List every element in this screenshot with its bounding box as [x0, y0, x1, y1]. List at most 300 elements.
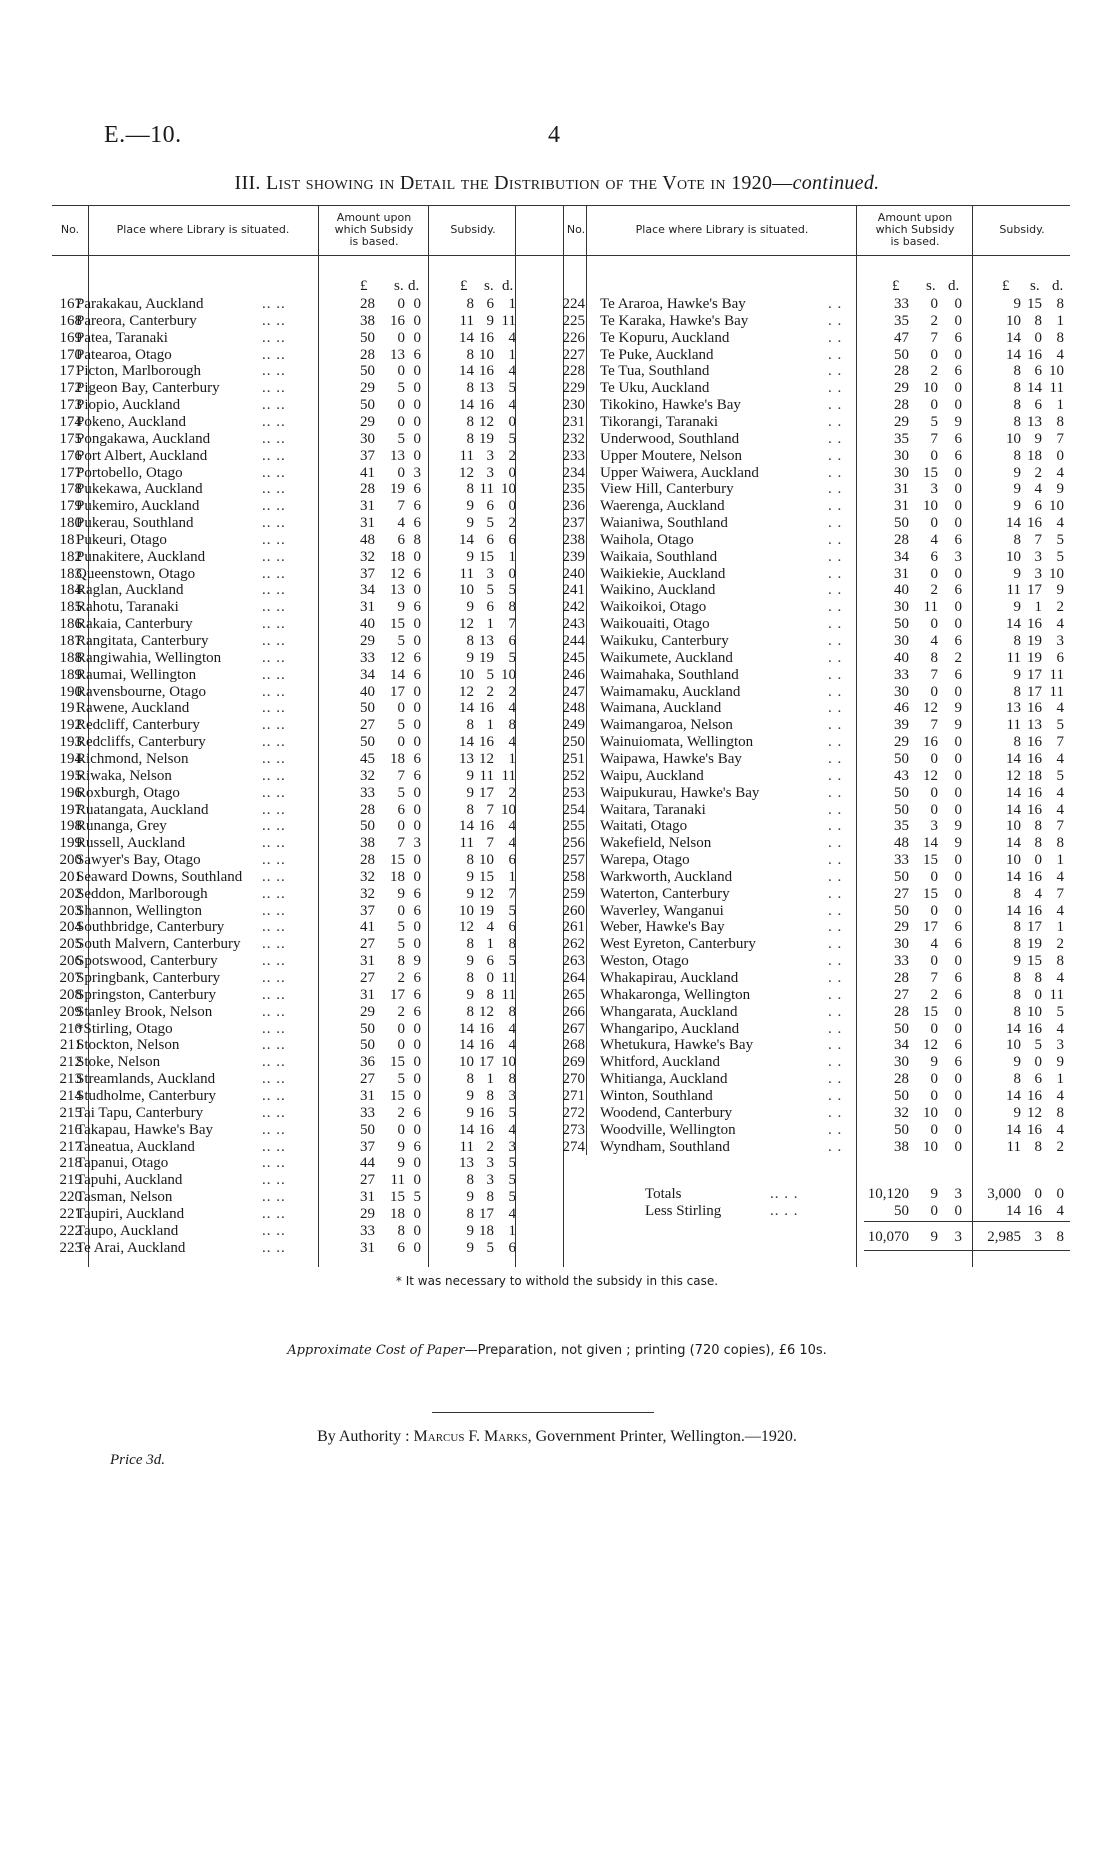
unit-pound-1: £: [460, 278, 468, 294]
place-name: Pukekawa, Auckland: [76, 481, 203, 498]
subsidy-pence: 4: [508, 1121, 516, 1138]
amount-pounds: 30: [894, 683, 909, 700]
subsidy-pence: 11: [1049, 380, 1064, 397]
amount-pence: 0: [413, 329, 421, 346]
subsidy-pence: 11: [501, 970, 516, 986]
leader-dots: .. ..: [262, 464, 286, 481]
subsidy-pence: 11: [501, 312, 516, 329]
amount-pence: 0: [413, 296, 421, 312]
amount-shillings: 9: [930, 1054, 938, 1071]
place-name: Upper Moutere, Nelson: [600, 447, 743, 464]
subsidy-pounds: 8: [1013, 919, 1021, 936]
amount-shillings: 0: [397, 413, 405, 430]
place-name: Shannon, Wellington: [76, 902, 203, 919]
amount-pounds: 29: [360, 633, 375, 649]
leader-dots: .. ..: [262, 767, 286, 784]
place-name: Pukerau, Southland: [76, 515, 194, 532]
amount-pence: 0: [954, 902, 962, 919]
row-number: 263: [562, 953, 585, 970]
place-name: Waipu, Auckland: [600, 767, 704, 784]
subsidy-pence: 4: [1056, 784, 1064, 801]
leader-dots: .. ..: [262, 986, 286, 1003]
place-name: Waimahaka, Southland: [600, 666, 739, 683]
subsidy-pence: 1: [508, 868, 516, 885]
row-number: 269: [562, 1054, 585, 1071]
place-name: Ruatangata, Auckland: [76, 801, 209, 818]
amount-pounds: 29: [894, 413, 909, 430]
place-name: Takapau, Hawke's Bay: [76, 1121, 214, 1138]
subsidy-pence: 6: [1056, 649, 1064, 666]
amount-header-2-line2: which Subsidy: [875, 223, 955, 236]
subsidy-pounds: 14: [459, 363, 474, 380]
place-name: Te Tua, Southland: [600, 363, 710, 380]
leader-dots: . .: [828, 633, 843, 649]
place-name: Taupo, Auckland: [76, 1222, 179, 1239]
amount-pounds: 33: [360, 649, 375, 666]
subsidy-pounds: 11: [1006, 582, 1021, 599]
amount-pence: 0: [954, 515, 962, 532]
amount-pence: 0: [954, 784, 962, 801]
amount-pounds: 50: [894, 750, 909, 767]
leader-dots: . .: [828, 734, 843, 751]
amount-pence: 6: [413, 1003, 421, 1020]
amount-pence: 0: [954, 616, 962, 633]
subsidy-pounds: 14: [1006, 515, 1021, 532]
amount-shillings: 3: [930, 481, 938, 498]
subsidy-pence: 4: [1056, 801, 1064, 818]
amount-pence: 0: [413, 1155, 421, 1172]
place-name: Rahotu, Taranaki: [76, 599, 179, 616]
amount-shillings: 7: [930, 329, 938, 346]
amount-shillings: 5: [930, 413, 938, 430]
amount-shillings: 2: [397, 970, 405, 986]
place-name: Te Karaka, Hawke's Bay: [600, 312, 749, 329]
row-number: 250: [562, 734, 585, 751]
subsidy-pounds: 12: [459, 616, 474, 633]
row-number: 243: [562, 616, 585, 633]
subsidy-pounds: 14: [1006, 1121, 1021, 1138]
row-number: 190: [59, 683, 82, 700]
row-number: 240: [562, 565, 585, 582]
total-amount-pence: 3: [954, 1229, 962, 1245]
amount-pence: 0: [954, 380, 962, 397]
amount-pounds: 31: [360, 1239, 375, 1256]
subsidy-shillings: 6: [1034, 498, 1042, 515]
row-number: 178: [59, 481, 82, 498]
amount-pounds: 30: [894, 447, 909, 464]
totals-label: Totals: [645, 1186, 682, 1202]
leader-dots: .. ..: [262, 1104, 286, 1121]
subsidy-shillings: 19: [1027, 633, 1042, 649]
row-number: 206: [59, 953, 82, 970]
subsidy-pounds: 10: [459, 666, 474, 683]
place-name: Waianiwa, Southland: [600, 515, 728, 532]
amount-pounds: 33: [894, 666, 909, 683]
subsidy-pounds: 8: [466, 1071, 474, 1088]
amount-pence: 0: [413, 430, 421, 447]
row-number: 225: [562, 312, 585, 329]
leader-dots: . .: [828, 531, 843, 548]
subsidy-pounds: 8: [466, 296, 474, 312]
leader-dots: .. ..: [262, 413, 286, 430]
total-amount-shillings: 9: [930, 1229, 938, 1245]
subsidy-pence: 6: [508, 531, 516, 548]
footnote: * It was necessary to withold the subsidy in this case.: [395, 1274, 719, 1288]
row-number: 209: [59, 1003, 82, 1020]
subsidy-pence: 2: [508, 515, 516, 532]
place-name: Redcliffs, Canterbury: [76, 734, 206, 751]
row-number: 196: [59, 784, 82, 801]
amount-pence: 0: [413, 784, 421, 801]
leader-dots: .. ..: [262, 970, 286, 986]
amount-pence: 0: [954, 346, 962, 363]
subsidy-pounds: 8: [1013, 936, 1021, 953]
amount-shillings: 0: [397, 464, 405, 481]
total-amount-shillings: 9: [930, 1186, 938, 1202]
amount-pounds: 37: [360, 1138, 375, 1155]
amount-pence: 0: [413, 633, 421, 649]
subsidy-shillings: 18: [1027, 767, 1042, 784]
place-name: Picton, Marlborough: [76, 363, 201, 380]
amount-pounds: 32: [360, 868, 375, 885]
place-name: Tapuhi, Auckland: [76, 1172, 183, 1189]
row-number: 213: [59, 1071, 82, 1088]
subsidy-shillings: 13: [1027, 717, 1042, 734]
place-name: Waterton, Canterbury: [600, 885, 730, 902]
place-name: Upper Waiwera, Auckland: [600, 464, 759, 481]
amount-shillings: 15: [390, 1054, 405, 1071]
subsidy-shillings: 16: [479, 363, 494, 380]
subsidy-shillings: 5: [486, 1239, 494, 1256]
subsidy-pence: 1: [1056, 852, 1064, 869]
place-name: Winton, Southland: [600, 1087, 713, 1104]
row-number: 254: [562, 801, 585, 818]
subsidy-pounds: 11: [459, 1138, 474, 1155]
amount-shillings: 15: [390, 1189, 405, 1206]
subsidy-pounds: 8: [466, 852, 474, 869]
row-number: 267: [562, 1020, 585, 1037]
subsidy-pence: 6: [508, 1239, 516, 1256]
subsidy-shillings: 0: [1034, 329, 1042, 346]
leader-dots: .. ..: [262, 835, 286, 852]
amount-pounds: 35: [894, 818, 909, 835]
amount-shillings: 0: [930, 953, 938, 970]
leader-dots: . .: [828, 430, 843, 447]
row-number: 175: [59, 430, 82, 447]
amount-pence: 0: [954, 852, 962, 869]
row-number: 244: [562, 633, 585, 649]
subsidy-shillings: 12: [479, 885, 494, 902]
amount-shillings: 6: [397, 1239, 405, 1256]
amount-pence: 0: [413, 616, 421, 633]
leader-dots: . .: [828, 970, 843, 986]
amount-shillings: 14: [923, 835, 938, 852]
amount-pounds: 50: [894, 346, 909, 363]
row-number: 202: [59, 885, 82, 902]
place-name: Punakitere, Auckland: [76, 548, 206, 565]
amount-pence: 6: [413, 666, 421, 683]
amount-pounds: 31: [360, 515, 375, 532]
row-number: 219: [59, 1172, 82, 1189]
amount-pence: 0: [954, 296, 962, 312]
leader-dots: . .: [828, 447, 843, 464]
subsidy-pence: 4: [1056, 902, 1064, 919]
unit-pound-2: £: [892, 278, 900, 294]
subsidy-pounds: 10: [459, 582, 474, 599]
subsidy-pence: 5: [508, 1189, 516, 1206]
subsidy-shillings: 9: [486, 312, 494, 329]
subsidy-shillings: 4: [1034, 885, 1042, 902]
amount-pounds: 31: [894, 498, 909, 515]
subsidy-shillings: 4: [486, 919, 494, 936]
amount-pence: 6: [954, 430, 962, 447]
amount-pence: 0: [413, 1239, 421, 1256]
amount-shillings: 14: [390, 666, 405, 683]
place-name: Studholme, Canterbury: [76, 1087, 216, 1104]
subsidy-pence: 1: [1056, 397, 1064, 414]
amount-pence: 6: [413, 1138, 421, 1155]
place-name: Rangiwahia, Wellington: [76, 649, 222, 666]
amount-shillings: 0: [930, 784, 938, 801]
subsidy-shillings: 19: [1027, 936, 1042, 953]
amount-shillings: 0: [930, 868, 938, 885]
amount-pence: 0: [413, 1037, 421, 1054]
subsidy-pence: 5: [508, 1104, 516, 1121]
subsidy-pounds: 11: [1006, 717, 1021, 734]
subsidy-pounds: 12: [459, 919, 474, 936]
amount-shillings: 7: [397, 835, 405, 852]
place-name: Riwaka, Nelson: [76, 767, 172, 784]
amount-shillings: 8: [930, 649, 938, 666]
subsidy-pence: 8: [508, 1071, 516, 1088]
amount-pence: 0: [954, 1003, 962, 1020]
row-number: 272: [562, 1104, 585, 1121]
amount-pence: 0: [954, 1071, 962, 1088]
subsidy-pence: 2: [508, 784, 516, 801]
subsidy-pence: 8: [1056, 413, 1064, 430]
amount-pounds: 33: [894, 953, 909, 970]
place-name: Stockton, Nelson: [76, 1037, 180, 1054]
cost-label: Approximate Cost of Paper: [287, 1343, 465, 1358]
subsidy-pence: 0: [508, 464, 516, 481]
subsidy-pence: 5: [1056, 717, 1064, 734]
subsidy-pounds: 9: [466, 649, 474, 666]
place-name: Stanley Brook, Nelson: [76, 1003, 213, 1020]
amount-pounds: 34: [360, 582, 375, 599]
amount-pounds: 50: [894, 1020, 909, 1037]
subsidy-shillings: 12: [1027, 1104, 1042, 1121]
amount-shillings: 5: [397, 936, 405, 953]
subsidy-pounds: 14: [1006, 1020, 1021, 1037]
amount-shillings: 4: [930, 633, 938, 649]
amount-pence: 6: [954, 970, 962, 986]
title-main: III. List showing in Detail the Distribution of the Vote in 1920—: [234, 172, 793, 194]
subsidy-shillings: 0: [1034, 986, 1042, 1003]
leader-dots: . .: [828, 1037, 843, 1054]
subsidy-pounds: 14: [459, 329, 474, 346]
unit-shillings-0: s.: [394, 278, 404, 294]
leader-dots: .. ..: [262, 1172, 286, 1189]
amount-pounds: 50: [894, 801, 909, 818]
leader-dots: .. ..: [262, 953, 286, 970]
row-number: 188: [59, 649, 82, 666]
leader-dots: . .: [828, 363, 843, 380]
row-number: 271: [562, 1087, 585, 1104]
place-name: Rangitata, Canterbury: [76, 633, 209, 649]
row-number: 224: [562, 296, 585, 312]
amount-pounds: 31: [360, 1189, 375, 1206]
total-amount-pence: 0: [954, 1203, 962, 1219]
leader-dots: .. ..: [262, 397, 286, 414]
row-number: 259: [562, 885, 585, 902]
subsidy-pence: 7: [1056, 430, 1064, 447]
row-number: 191: [59, 700, 82, 717]
place-name: Stoke, Nelson: [76, 1054, 161, 1071]
amount-shillings: 10: [923, 380, 938, 397]
subsidy-pounds: 8: [466, 413, 474, 430]
subsidy-pounds: 8: [466, 970, 474, 986]
amount-pence: 0: [413, 1121, 421, 1138]
place-name: Waipawa, Hawke's Bay: [600, 750, 742, 767]
amount-pence: 0: [413, 868, 421, 885]
table-top-rule: [52, 205, 1070, 206]
subsidy-pence: 0: [508, 413, 516, 430]
amount-pence: 0: [413, 700, 421, 717]
amount-pence: 0: [954, 750, 962, 767]
table-header-rule: [52, 255, 1070, 256]
subsidy-pounds: 8: [1013, 734, 1021, 751]
subsidy-pounds: 14: [1006, 616, 1021, 633]
subsidy-pounds: 8: [466, 1205, 474, 1222]
amount-shillings: 0: [930, 565, 938, 582]
amount-pounds: 50: [360, 734, 375, 751]
subsidy-pence: 8: [508, 599, 516, 616]
amount-pence: 2: [954, 649, 962, 666]
subsidy-shillings: 2: [1034, 464, 1042, 481]
row-number: 214: [59, 1087, 82, 1104]
place-name: Waverley, Wanganui: [600, 902, 724, 919]
amount-pence: 6: [413, 481, 421, 498]
amount-shillings: 6: [397, 801, 405, 818]
row-number: 220: [59, 1189, 82, 1206]
amount-shillings: 12: [923, 767, 938, 784]
subsidy-pence: 5: [508, 582, 516, 599]
subsidy-shillings: 16: [1027, 700, 1042, 717]
leader-dots: . .: [828, 953, 843, 970]
subsidy-pounds: 9: [466, 1087, 474, 1104]
amount-pence: 6: [413, 750, 421, 767]
subsidy-pence: 1: [508, 750, 516, 767]
amount-shillings: 8: [397, 1222, 405, 1239]
row-number: 270: [562, 1071, 585, 1088]
place-name: Seaward Downs, Southland: [76, 868, 243, 885]
subsidy-pounds: 9: [466, 599, 474, 616]
subsidy-pounds: 8: [1013, 531, 1021, 548]
amount-pence: 0: [413, 447, 421, 464]
leader-dots: .. ..: [262, 750, 286, 767]
unit-shillings-2: s.: [926, 278, 936, 294]
amount-shillings: 2: [397, 1003, 405, 1020]
amount-shillings: 13: [390, 447, 405, 464]
amount-pence: 0: [954, 312, 962, 329]
amount-pounds: 40: [360, 683, 375, 700]
subsidy-pence: 8: [1056, 296, 1064, 312]
place-name: Port Albert, Auckland: [76, 447, 208, 464]
amount-pence: 9: [954, 835, 962, 852]
place-name: Richmond, Nelson: [76, 750, 189, 767]
amount-shillings: 0: [397, 329, 405, 346]
leader-dots: .. ..: [262, 700, 286, 717]
subsidy-shillings: 16: [1027, 750, 1042, 767]
amount-pence: 9: [954, 717, 962, 734]
amount-pounds: 47: [894, 329, 909, 346]
leader-dots: .. ..: [262, 1239, 286, 1256]
place-name: Whakaronga, Wellington: [600, 986, 751, 1003]
leader-dots: . .: [828, 1003, 843, 1020]
place-name: Rakaia, Canterbury: [76, 616, 193, 633]
amount-shillings: 9: [397, 1155, 405, 1172]
amount-shillings: 0: [930, 515, 938, 532]
subsidy-shillings: 3: [1034, 548, 1042, 565]
subsidy-pence: 10: [501, 1054, 516, 1071]
subsidy-pounds: 8: [466, 380, 474, 397]
leader-dots: .. ..: [262, 919, 286, 936]
amount-shillings: 7: [397, 498, 405, 515]
cost-text: —Preparation, not given ; printing (720 copies), £6 10s.: [464, 1343, 827, 1358]
amount-pounds: 33: [360, 784, 375, 801]
amount-pounds: 50: [360, 1037, 375, 1054]
leader-dots: .. ..: [262, 1003, 286, 1020]
row-number: 174: [59, 413, 82, 430]
place-name: Waikino, Auckland: [600, 582, 716, 599]
place-name: Te Uku, Auckland: [600, 380, 710, 397]
amount-pounds: 39: [894, 717, 909, 734]
amount-pounds: 33: [894, 852, 909, 869]
subsidy-pence: 4: [508, 329, 516, 346]
amount-shillings: 0: [930, 1071, 938, 1088]
amount-pence: 6: [413, 346, 421, 363]
subsidy-pence: 7: [508, 616, 516, 633]
subsidy-pence: 11: [1049, 666, 1064, 683]
leader-dots: . .: [828, 936, 843, 953]
subsidy-pence: 2: [1056, 599, 1064, 616]
row-number: 169: [59, 329, 82, 346]
amount-pence: 0: [413, 1205, 421, 1222]
subsidy-pence: 6: [508, 919, 516, 936]
amount-pounds: 48: [894, 835, 909, 852]
amount-pence: 6: [954, 329, 962, 346]
place-name: Rawene, Auckland: [76, 700, 190, 717]
amount-shillings: 17: [923, 919, 938, 936]
place-name: Tasman, Nelson: [76, 1189, 173, 1206]
place-name: Whangarata, Auckland: [600, 1003, 738, 1020]
subsidy-pounds: 14: [1006, 868, 1021, 885]
subsidy-shillings: 16: [1027, 1087, 1042, 1104]
amount-pence: 8: [413, 531, 421, 548]
subsidy-pence: 4: [1056, 868, 1064, 885]
no-header-2: No.: [566, 223, 586, 236]
amount-pence: 6: [954, 447, 962, 464]
place-name: Underwood, Southland: [600, 430, 740, 447]
subsidy-pounds: 10: [459, 902, 474, 919]
amount-pounds: 31: [360, 986, 375, 1003]
leader-dots: .. ..: [262, 1189, 286, 1206]
amount-pounds: 35: [894, 312, 909, 329]
subsidy-pence: 10: [1049, 565, 1064, 582]
subsidy-pence: 4: [1056, 970, 1064, 986]
leader-dots: .. ..: [262, 1155, 286, 1172]
subsidy-pence: 4: [1056, 750, 1064, 767]
